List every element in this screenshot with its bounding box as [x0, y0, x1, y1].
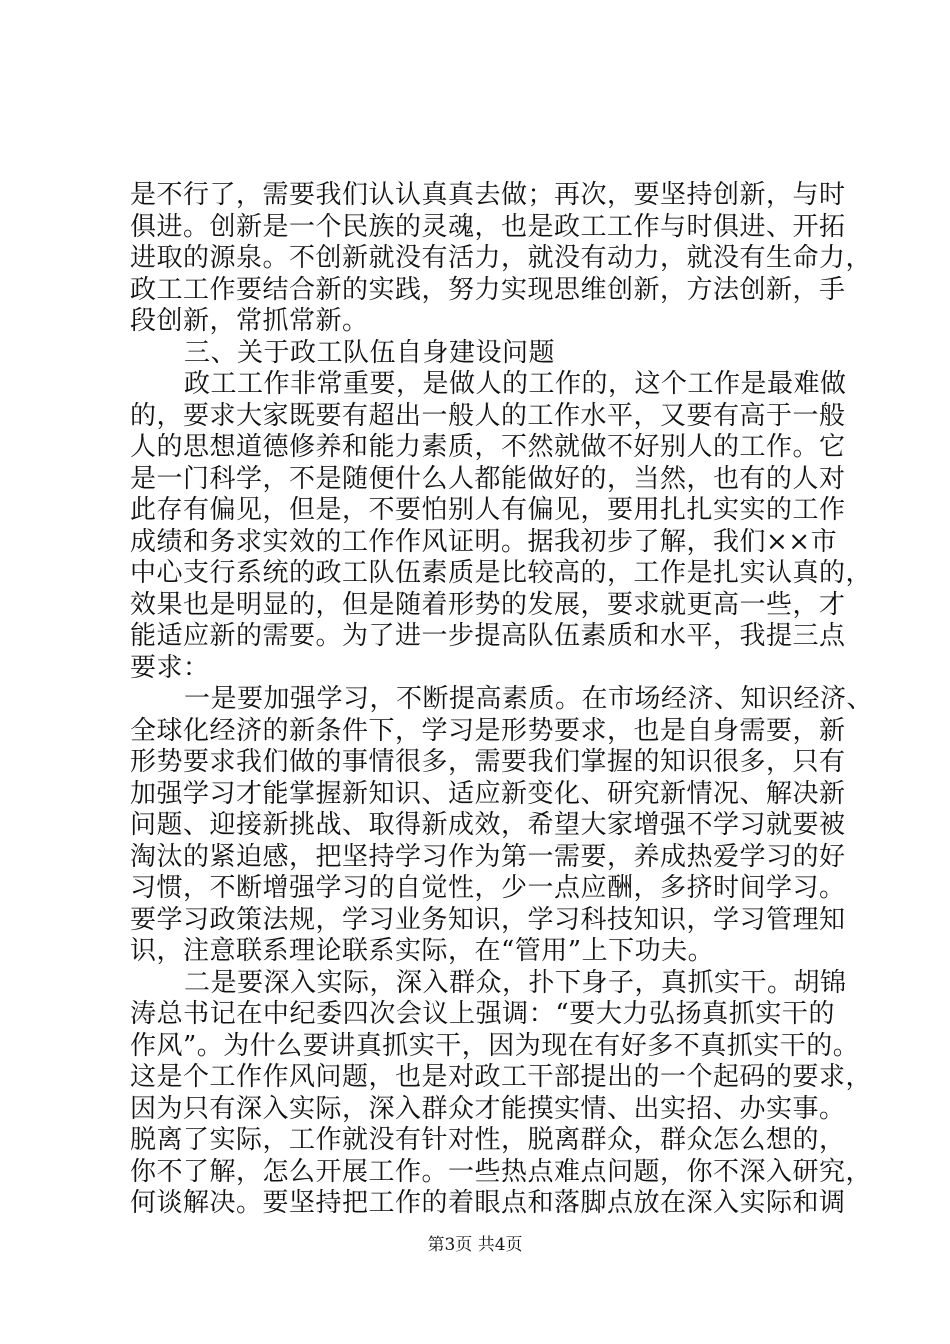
- text-line: 效果也是明显的，但是随着形势的发展，要求就更高一些，才: [130, 589, 846, 620]
- text-line: 形势要求我们做的事情很多，需要我们掌握的知识很多，只有: [130, 747, 846, 777]
- text-line: 成绩和务求实效的工作作风证明。据我初步了解，我们××市: [130, 526, 838, 557]
- text-line: 政工工作要结合新的实践，努力实现思维创新，方法创新，手: [130, 274, 846, 305]
- text-line: 涛总书记在中纪委四次会议上强调：“要大力弘扬真抓实干的: [130, 999, 835, 1029]
- text-line: 加强学习才能掌握新知识、适应新变化、研究新情况、解决新: [130, 778, 846, 809]
- text-line: 此存有偏见，但是，不要怕别人有偏见，要用扎扎实实的工作: [130, 495, 846, 525]
- text-line: 何谈解决。要坚持把工作的着眼点和落脚点放在深入实际和调: [130, 1188, 846, 1218]
- text-line: 要求：: [130, 652, 210, 683]
- text-line: 人的思想道德修养和能力素质，不然就做不好别人的工作。它: [130, 432, 846, 462]
- text-line: 习惯，不断增强学习的自觉性，少一点应酬，多挤时间学习。: [130, 873, 846, 903]
- text-line: 是不行了，需要我们认认真真去做；再次，要坚持创新，与时: [130, 180, 846, 210]
- text-line: 识，注意联系理论联系实际，在“管用”上下功夫。: [130, 936, 715, 966]
- text-line: 进取的源泉。不创新就没有活力，就没有动力，就没有生命力，: [130, 243, 873, 273]
- text-line: 中心支行系统的政工队伍素质是比较高的，工作是扎实认真的，: [130, 558, 873, 588]
- text-line: 这是个工作作风问题，也是对政工干部提出的一个起码的要求，: [130, 1062, 873, 1092]
- text-line: 的，要求大家既要有超出一般人的工作水平，又要有高于一般: [130, 400, 846, 431]
- text-line: 要学习政策法规，学习业务知识，学习科技知识，学习管理知: [130, 904, 846, 935]
- text-line: 作风”。为什么要讲真抓实干，因为现在有好多不真抓实干的。: [130, 1030, 860, 1061]
- text-line: 你不了解，怎么开展工作。一些热点难点问题，你不深入研究，: [130, 1156, 873, 1187]
- text-line: 脱离了实际，工作就没有针对性，脱离群众，群众怎么想的，: [130, 1125, 846, 1155]
- text-line: 政工工作非常重要，是做人的工作的，这个工作是最难做: [184, 369, 847, 399]
- document-body: [130, 180, 874, 1220]
- text-line: 淘汰的紧迫感，把坚持学习作为第一需要，养成热爱学习的好: [130, 841, 846, 872]
- text-line: 问题、迎接新挑战、取得新成效，希望大家增强不学习就要被: [130, 810, 846, 840]
- text-line: 段创新，常抓常新。: [130, 306, 369, 336]
- text-line: 俱进。创新是一个民族的灵魂，也是政工工作与时俱进、开拓: [130, 211, 846, 242]
- text-line: 因为只有深入实际，深入群众才能摸实情、出实招、办实事。: [130, 1093, 846, 1124]
- text-line: 二是要深入实际，深入群众，扑下身子，真抓实干。胡锦: [184, 967, 847, 998]
- text-line: 全球化经济的新条件下，学习是形势要求，也是自身需要，新: [130, 715, 846, 746]
- text-line: 能适应新的需要。为了进一步提高队伍素质和水平，我提三点: [130, 621, 846, 651]
- text-line: 三、关于政工队伍自身建设问题: [184, 337, 556, 368]
- text-line: 是一门科学，不是随便什么人都能做好的，当然，也有的人对: [130, 463, 846, 494]
- page-number-footer: 第3页 共4页: [427, 1235, 523, 1255]
- text-line: 一是要加强学习，不断提高素质。在市场经济、知识经济、: [184, 684, 874, 714]
